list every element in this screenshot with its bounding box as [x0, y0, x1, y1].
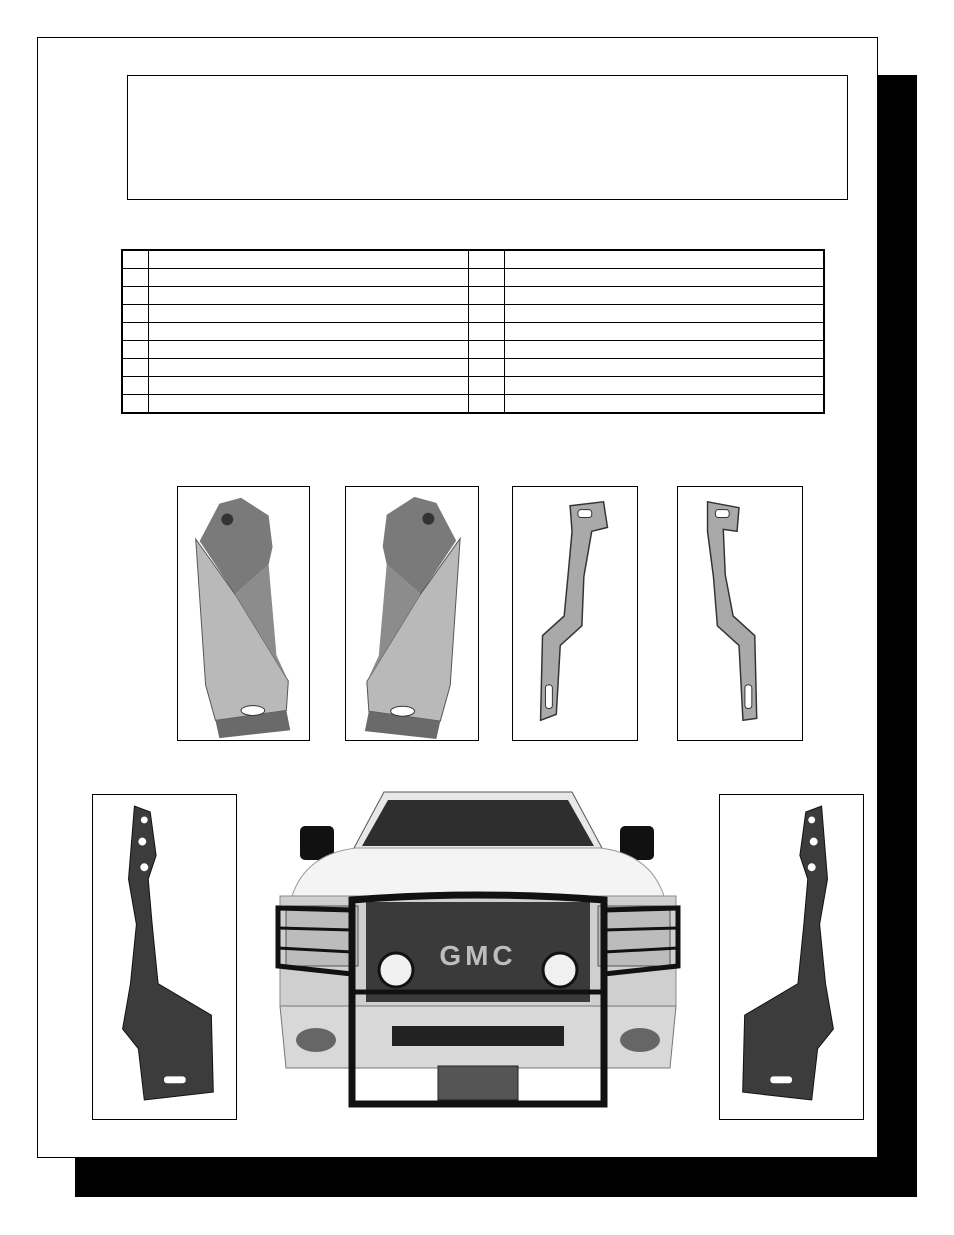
bracket-photo-left-angle — [177, 486, 310, 741]
parts-table-cell-num-right — [468, 250, 504, 269]
tall-bracket-left-image — [93, 795, 236, 1119]
bracket-photo-tall-right — [719, 794, 864, 1120]
parts-table-row — [122, 269, 824, 287]
bracket-photo-strap-right — [677, 486, 803, 741]
parts-table-cell-num-right — [468, 341, 504, 359]
parts-table-row — [122, 377, 824, 395]
parts-table-cell-desc-right — [504, 250, 824, 269]
parts-table-row — [122, 323, 824, 341]
parts-table-cell-desc-right — [504, 287, 824, 305]
parts-table-cell-desc-right — [504, 305, 824, 323]
parts-table-row — [122, 341, 824, 359]
angle-bracket-left-image — [178, 487, 309, 740]
parts-table-cell-num-left — [122, 395, 149, 414]
parts-table-cell-num-left — [122, 359, 149, 377]
parts-table-row — [122, 359, 824, 377]
parts-table-row — [122, 305, 824, 323]
parts-table-cell-num-left — [122, 269, 149, 287]
parts-table-cell-num-left — [122, 250, 149, 269]
parts-table-cell-num-right — [468, 305, 504, 323]
parts-table-cell-num-left — [122, 287, 149, 305]
parts-table-cell-num-right — [468, 359, 504, 377]
bracket-photo-right-angle — [345, 486, 479, 741]
parts-table-row — [122, 395, 824, 414]
parts-table-cell-num-right — [468, 377, 504, 395]
parts-table-cell-num-left — [122, 341, 149, 359]
parts-table-cell-desc-right — [504, 377, 824, 395]
truck-photo — [266, 778, 690, 1114]
bracket-photo-strap-left — [512, 486, 638, 741]
parts-table-cell-desc-left — [149, 305, 468, 323]
angle-bracket-right-image — [346, 487, 478, 740]
truck-grille-logo: GMC — [439, 940, 517, 971]
header-box — [127, 75, 848, 200]
parts-table-cell-desc-right — [504, 395, 824, 414]
bracket-photo-tall-left — [92, 794, 237, 1120]
parts-table-cell-desc-left — [149, 323, 468, 341]
parts-table-cell-desc-left — [149, 287, 468, 305]
parts-table — [121, 249, 825, 414]
parts-table-cell-num-right — [468, 269, 504, 287]
parts-table-row — [122, 287, 824, 305]
parts-table-cell-num-left — [122, 377, 149, 395]
parts-table-cell-desc-left — [149, 341, 468, 359]
parts-table-cell-desc-left — [149, 395, 468, 414]
parts-table-cell-desc-right — [504, 269, 824, 287]
strap-bracket-right-image — [678, 487, 802, 740]
strap-bracket-left-image — [513, 487, 637, 740]
parts-table-cell-desc-left — [149, 250, 468, 269]
parts-table-cell-num-left — [122, 323, 149, 341]
parts-table-cell-desc-left — [149, 359, 468, 377]
parts-table-row — [122, 250, 824, 269]
parts-table-cell-num-right — [468, 287, 504, 305]
parts-table-cell-desc-left — [149, 269, 468, 287]
parts-table-cell-desc-right — [504, 323, 824, 341]
truck-with-grille-guard-image — [266, 778, 690, 1114]
parts-table-cell-num-right — [468, 323, 504, 341]
tall-bracket-right-image — [720, 795, 863, 1119]
parts-table-cell-num-left — [122, 305, 149, 323]
parts-table-cell-desc-right — [504, 341, 824, 359]
parts-table-cell-desc-left — [149, 377, 468, 395]
parts-table-cell-num-right — [468, 395, 504, 414]
parts-table-cell-desc-right — [504, 359, 824, 377]
